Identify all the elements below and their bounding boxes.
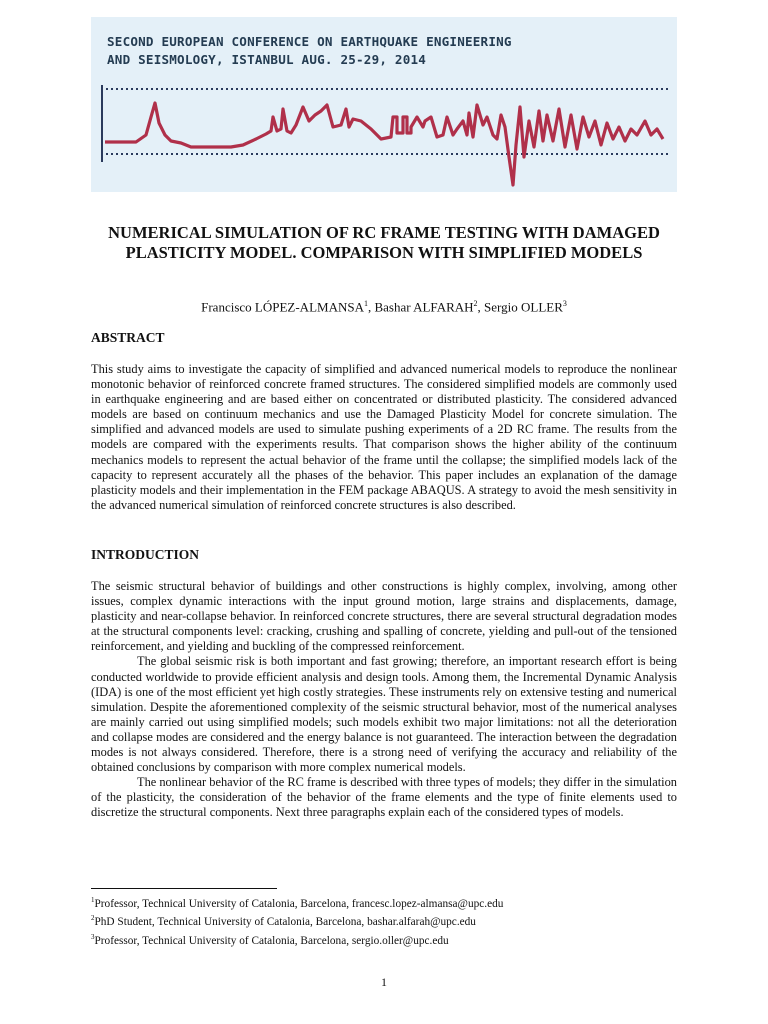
abstract-text: This study aims to investigate the capacity of simplified and advanced numerical models to reproduce the nonlinear monotonic behavior of reinforced concrete framed structures. The considered simplified models are commonly used in earthquake engineering and are based either on concentrated or distributed plasticity. The considered advanced models are based on continuum mechanics and use the Damaged Plasticity Model for concrete simulation. The simplified and advanced models are used to simulate pushing experiments of a 2D RC frame. The results from the models are compared with the experiments results. That comparison shows the higher ability of the continuum mechanics models to represent the actual behavior of the frame until the collapse; the simplified models lack of the capacity to represent accurately all the phases of the behavior. This paper includes an explanation of the damage plasticity models and their implementation in the FEM package ABAQUS. A strategy to avoid the mesh sensitivity in the advanced numerical simulation of reinforced concrete structures is also described. [91, 362, 677, 512]
abstract-heading: ABSTRACT [91, 330, 165, 345]
author-affiliation-mark: 1 [363, 299, 368, 308]
footnote-separator [91, 888, 277, 889]
author-separator: , [477, 299, 485, 315]
footnote-mark: 3 [91, 932, 95, 941]
author-line [91, 296, 677, 315]
footnotes [91, 893, 677, 948]
footnote-mark: 2 [91, 914, 95, 923]
footnote-mark: 1 [91, 896, 95, 904]
intro-paragraph-3: The nonlinear behavior of the RC frame is described with three types of models; they differ in the simulation of the plasticity, the consideration of the behavior of the frame elements and the type of finite elements used to discretize the structural components. Next three paragraphs explain each of the considered types of models. [91, 775, 677, 820]
intro-paragraph-1: The seismic structural behavior of buildings and other constructions is highly complex, involving, among other issues, complex dynamic interactions with the input ground motion, large strains and displacements, damage, plasticity and near-collapse behavior. In reinforced concrete structures, there are several structural degradation modes at the structural components level: cracking, crushing and spalling of concrete, yielding and pull-out of the tensioned reinforcement, and yielding and buckling of the compressed reinforcement. [91, 579, 677, 654]
seismic-wave [105, 103, 663, 185]
footnote-text: Professor, Technical University of Catalonia, Barcelona, sergio.oller@upc.edu [94, 934, 449, 947]
abstract-body [91, 362, 677, 513]
conference-title-line1: SECOND EUROPEAN CONFERENCE ON EARTHQUAKE ENGINEERING [107, 34, 512, 49]
intro-paragraph-2: The global seismic risk is both important and fast growing; therefore, an important research effort is being conducted worldwide to provide efficient analysis and design tools. Among them, the Incremental Dynamic Analysis (IDA) is one of the most efficient yet high costly strategies. These instruments rely on extensive testing and numerical simulation. Despite the aforementioned complexity of the seismic structural behavior, most of the numerical analyses are mainly carried out using simplified models; such models exhibit two major limitations: not all the deterioration and collapse modes are considered and the energy balance is not guaranteed. The interaction between the degradation modes is not always considered. Therefore, there is a strong need of verifying the accuracy and reliability of the obtained conclusions by comparison with more complex numerical models. [91, 654, 677, 775]
footnote-text: Professor, Technical University of Catalonia, Barcelona, francesc.lopez-almansa@upc.edu [94, 897, 504, 910]
conference-banner [91, 17, 677, 192]
footnote-text: PhD Student, Technical University of Catalonia, Barcelona, bashar.alfarah@upc.edu [94, 916, 476, 929]
conference-title [107, 33, 512, 69]
introduction-body [91, 579, 677, 821]
author-separator: , [367, 299, 375, 315]
introduction-heading: INTRODUCTION [91, 547, 200, 562]
conference-title-line2: AND SEISMOLOGY, ISTANBUL AUG. 25-29, 2014 [107, 52, 427, 67]
footnote-3 [91, 930, 677, 948]
page-number: 1 [381, 975, 387, 989]
footnote-1 [91, 893, 677, 911]
paper-title: NUMERICAL SIMULATION OF RC FRAME TESTING WITH DAMAGED PLASTICITY MODEL. COMPARISON WITH SIMPLIFIED MODELS [108, 223, 660, 262]
footnote-2 [91, 911, 677, 929]
author-affiliation-mark: 2 [473, 299, 478, 308]
author-name: Bashar ALFARAH [374, 299, 474, 315]
author-name: Sergio OLLER [484, 299, 563, 315]
author-affiliation-mark: 3 [562, 299, 567, 308]
author-name: Francisco LÓPEZ-ALMANSA [201, 299, 364, 315]
